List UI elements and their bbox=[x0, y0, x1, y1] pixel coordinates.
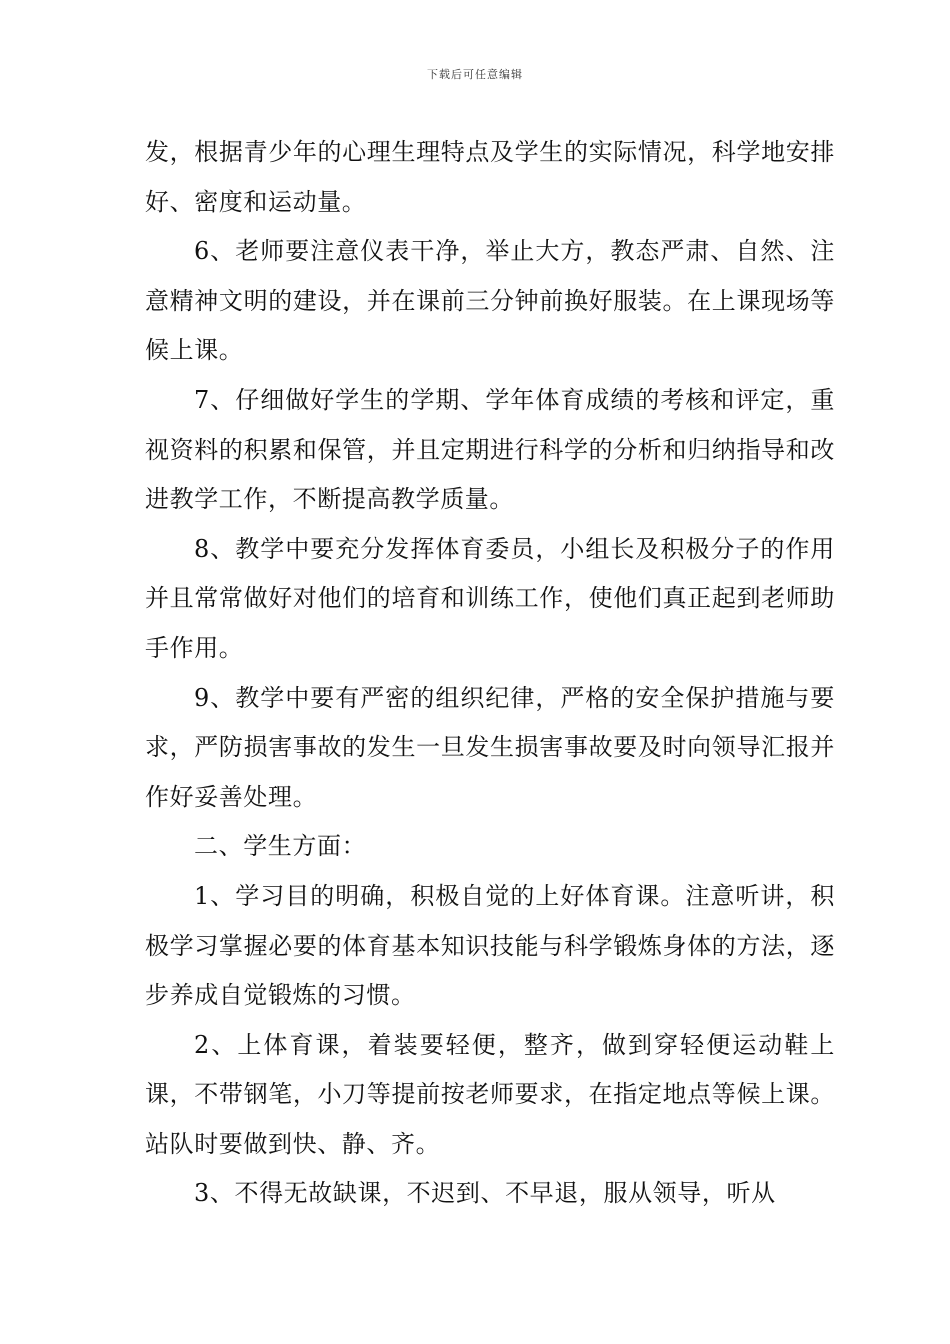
page-header: 下载后可任意编辑 bbox=[427, 68, 523, 81]
paragraph-item-6: 6、老师要注意仪表干净，举止大方，教态严肃、自然、注意精神文明的建设，并在课前三分钟前换好服装。在上课现场等候上课。 bbox=[145, 237, 835, 365]
section-heading-students: 二、学生方面： bbox=[194, 832, 367, 861]
paragraph-item-7: 7、仔细做好学生的学期、学年体育成绩的考核和评定，重视资料的积累和保管，并且定期进行科学的分析和归纳指导和改进教学工作，不断提高教学质量。 bbox=[145, 385, 835, 514]
document-body bbox=[145, 128, 835, 1219]
paragraph-student-item-3: 3、不得无故缺课，不迟到、不早退，服从领导，听从 bbox=[194, 1179, 776, 1208]
paragraph-item-9: 9、教学中要有严密的组织纪律，严格的安全保护措施与要求，严防损害事故的发生一旦发生损害事故要及时向领导汇报并作好妥善处理。 bbox=[145, 683, 835, 811]
paragraph-continuation: 发，根据青少年的心理生理特点及学生的实际情况，科学地安排好、密度和运动量。 bbox=[145, 138, 835, 216]
paragraph-student-item-1: 1、学习目的明确，积极自觉的上好体育课。注意听讲，积极学习掌握必要的体育基本知识技能与科学锻炼身体的方法，逐步养成自觉锻炼的习惯。 bbox=[145, 881, 835, 1010]
paragraph-item-8: 8、教学中要充分发挥体育委员，小组长及积极分子的作用并且常常做好对他们的培育和训练工作，使他们真正起到老师助手作用。 bbox=[145, 534, 835, 662]
paragraph-student-item-2: 2、上体育课，着装要轻便，整齐，做到穿轻便运动鞋上课，不带钢笔，小刀等提前按老师要求，在指定地点等候上课。站队时要做到快、静、齐。 bbox=[145, 1030, 835, 1158]
